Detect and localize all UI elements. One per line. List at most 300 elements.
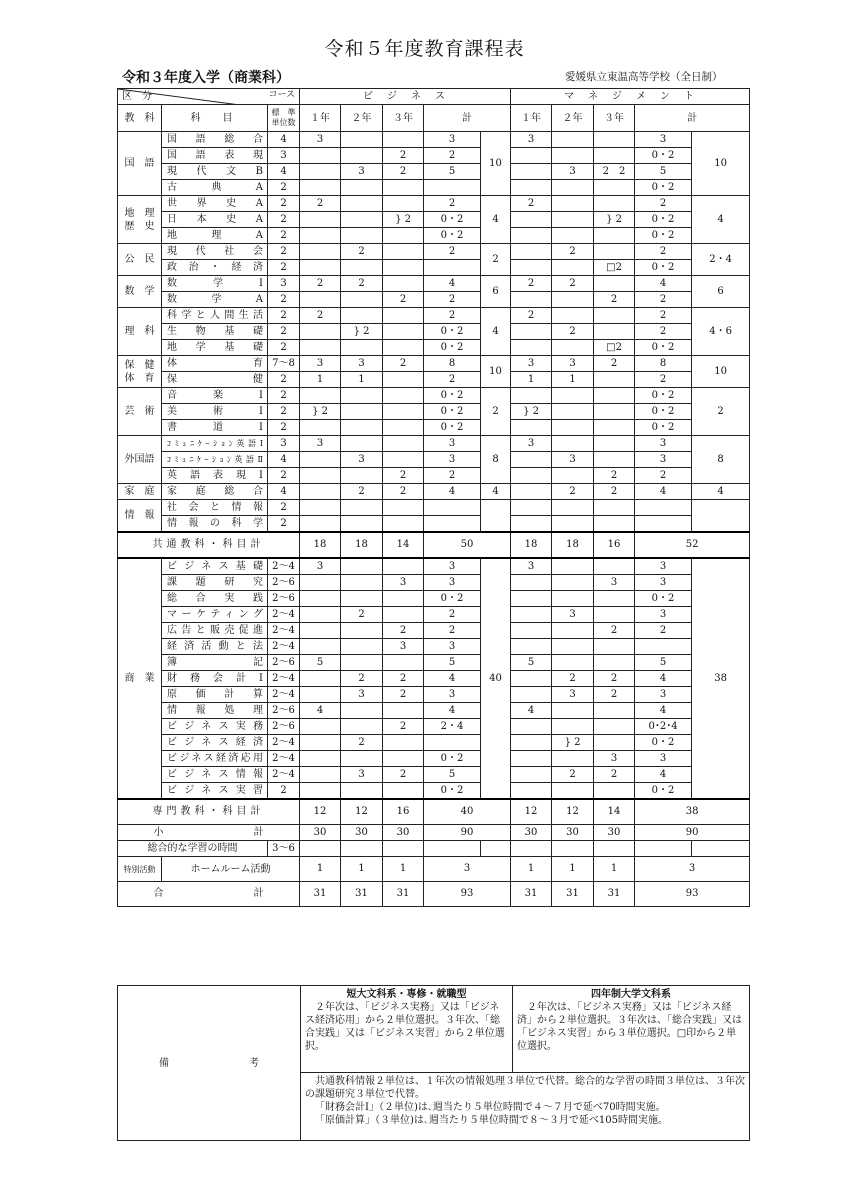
- common-total-row-bt: 50: [424, 532, 511, 558]
- table-row: [118, 292, 750, 308]
- subject-name: 数学Ⅰ: [162, 276, 268, 292]
- kyouka-header: 教 科: [118, 105, 162, 132]
- management-m1: [511, 468, 552, 484]
- table-row: [118, 436, 750, 452]
- management-m3: [594, 591, 635, 607]
- business-b2: [341, 420, 383, 436]
- business-bt: [424, 735, 481, 751]
- notes-col1: [301, 986, 513, 1073]
- business-bt: 2: [424, 308, 481, 324]
- business-b3: 2: [383, 719, 424, 735]
- business-group-total: 2: [481, 244, 511, 276]
- business-b1: 4: [300, 703, 341, 719]
- subject-name: 日本史A: [162, 212, 268, 228]
- management-m3: [594, 244, 635, 260]
- table-row: [118, 164, 750, 180]
- business-group-total: 10: [481, 132, 511, 196]
- subject-name: 国語表現: [162, 148, 268, 164]
- kyouka-cell: 商 業: [118, 558, 162, 799]
- business-bt: 4: [424, 484, 481, 500]
- empty-cell: [692, 841, 750, 857]
- table-row: [118, 751, 750, 767]
- business-b3: [383, 244, 424, 260]
- management-m1: 2: [511, 276, 552, 292]
- management-m2: 2: [552, 244, 594, 260]
- business-b1: [300, 607, 341, 623]
- business-bt: [424, 260, 481, 276]
- business-b3: [383, 324, 424, 340]
- business-b1: [300, 340, 341, 356]
- management-m3: 2: [594, 292, 635, 308]
- management-m3: [594, 703, 635, 719]
- business-bt: 5: [424, 655, 481, 671]
- empty-cell: [341, 841, 383, 857]
- business-b1: [300, 751, 341, 767]
- kyouka-cell: 国 語: [118, 132, 162, 196]
- business-bt: 0・2: [424, 783, 481, 800]
- management-m1: 2: [511, 308, 552, 324]
- business-bt: 5: [424, 767, 481, 783]
- senmon-total-row-label: 専門教科・科目計: [118, 799, 300, 825]
- management-m2: [552, 436, 594, 452]
- business-bt: [424, 180, 481, 196]
- business-bt: 3: [424, 132, 481, 148]
- business-group-total: 8: [481, 436, 511, 484]
- business-b3: [383, 372, 424, 388]
- std-units: 2〜4: [268, 558, 300, 575]
- management-mt: 4: [635, 671, 692, 687]
- table-row: [118, 558, 750, 575]
- business-b2: [341, 623, 383, 639]
- table-row: [118, 212, 750, 228]
- common-total-row-b3: 14: [383, 532, 424, 558]
- business-b1: [300, 420, 341, 436]
- goukei-b1: 31: [300, 882, 341, 907]
- table-row: [118, 388, 750, 404]
- management-m1: [511, 340, 552, 356]
- course-label: コース: [268, 90, 296, 100]
- std-units: 2: [268, 196, 300, 212]
- subject-name: 英語表現Ⅰ: [162, 468, 268, 484]
- business-group-total: 4: [481, 484, 511, 500]
- table-row: [118, 324, 750, 340]
- business-b2: [341, 516, 383, 533]
- business-b2: [341, 196, 383, 212]
- business-b3: [383, 420, 424, 436]
- shoukei-b2: 30: [341, 825, 383, 841]
- management-mt: [635, 639, 692, 655]
- common-total-row-m1: 18: [511, 532, 552, 558]
- business-b2: 3: [341, 164, 383, 180]
- subject-name: 現代文B: [162, 164, 268, 180]
- business-b3: [383, 735, 424, 751]
- business-bt: 0・2: [424, 228, 481, 244]
- business-group-total: 10: [481, 356, 511, 388]
- subject-name: 地学基礎: [162, 340, 268, 356]
- management-group-total: 2・4: [692, 244, 750, 276]
- business-b3: [383, 180, 424, 196]
- senmon-total-row-b3: 16: [383, 799, 424, 825]
- table-row: [118, 468, 750, 484]
- management-m1: [511, 639, 552, 655]
- notes-col1-title: 短大文科系・専修・就職型: [346, 989, 467, 1000]
- management-m2: 3: [552, 607, 594, 623]
- business-b2: 2: [341, 276, 383, 292]
- management-group-total: 4・6: [692, 308, 750, 356]
- business-b2: [341, 212, 383, 228]
- management-m2: [552, 196, 594, 212]
- table-row: [118, 516, 750, 533]
- management-mt: 2: [635, 372, 692, 388]
- management-mt: 5: [635, 655, 692, 671]
- business-b2: [341, 639, 383, 655]
- subject-name: ビジネス経済応用: [162, 751, 268, 767]
- business-b3: [383, 500, 424, 516]
- management-m1: [511, 260, 552, 276]
- tokkatsu-b2: 1: [341, 857, 383, 882]
- management-m2: [552, 591, 594, 607]
- notes-col2-text: ２年次は、「ビジネス実務」又は「ビジネス経済」から２単位選択。３年次は、「総合実践」又は「ビジネス実習」から３単位選択。□印から２単位選択。: [517, 1002, 742, 1052]
- business-b1: [300, 767, 341, 783]
- business-group-total: 2: [481, 388, 511, 436]
- management-m3: [594, 783, 635, 800]
- management-m1: 3: [511, 356, 552, 372]
- business-b1: [300, 228, 341, 244]
- management-mt: 0・2: [635, 180, 692, 196]
- notes-bottom-2: 「財務会計Ⅰ」（２単位)は､週当たり５単位時間で４〜７月で延べ70時間実施。: [315, 1102, 666, 1113]
- table-row: [118, 276, 750, 292]
- subject-name: 現代社会: [162, 244, 268, 260]
- notes-col2-title: 四年制大学文科系: [591, 989, 671, 1000]
- notes-bottom-3: 「原価計算」（３単位)は､週当たり５単位時間で８〜３月で延べ105時間実施。: [315, 1115, 668, 1126]
- subject-name: 音楽Ⅰ: [162, 388, 268, 404]
- business-b1: 2: [300, 196, 341, 212]
- management-m1: [511, 452, 552, 468]
- business-bt: 0・2: [424, 340, 481, 356]
- management-m3: [594, 180, 635, 196]
- tokkatsu-mt: 3: [635, 857, 750, 882]
- business-b3: 2: [383, 671, 424, 687]
- business-b1: [300, 783, 341, 800]
- management-m1: 3: [511, 436, 552, 452]
- subject-name: マーケティング: [162, 607, 268, 623]
- table-row: [118, 591, 750, 607]
- business-b3: [383, 655, 424, 671]
- business-b2: 3: [341, 452, 383, 468]
- std-units: 2〜4: [268, 687, 300, 703]
- std-units: 2〜6: [268, 655, 300, 671]
- business-b2: 2: [341, 735, 383, 751]
- management-mt: 2: [635, 324, 692, 340]
- notes-label: 備 考: [118, 986, 301, 1141]
- empty-cell: [300, 841, 341, 857]
- management-mt: 2: [635, 244, 692, 260]
- management-mt: 0・2: [635, 340, 692, 356]
- management-m1: [511, 607, 552, 623]
- business-b3: [383, 260, 424, 276]
- management-m1: [511, 516, 552, 533]
- kyouka-cell: 公 民: [118, 244, 162, 276]
- business-b1: 3: [300, 132, 341, 148]
- b-year1-header: １年: [300, 105, 341, 132]
- table-row: [118, 356, 750, 372]
- shoukei-mt: 90: [635, 825, 750, 841]
- kyouka-cell: 情 報: [118, 500, 162, 533]
- tokkatsu-m3: 1: [594, 857, 635, 882]
- business-b2: [341, 436, 383, 452]
- table-row: [118, 735, 750, 751]
- empty-cell: [635, 841, 692, 857]
- business-bt: 5: [424, 164, 481, 180]
- business-b1: [300, 484, 341, 500]
- management-m3: [594, 276, 635, 292]
- management-m1: [511, 324, 552, 340]
- table-row: [118, 719, 750, 735]
- senmon-total-row-m1: 12: [511, 799, 552, 825]
- management-m1: [511, 751, 552, 767]
- shoukei-bt: 90: [424, 825, 511, 841]
- management-m2: [552, 500, 594, 516]
- management-mt: 3: [635, 751, 692, 767]
- table-row: [118, 783, 750, 800]
- goukei-m3: 31: [594, 882, 635, 907]
- management-m2: [552, 558, 594, 575]
- subject-name: 経済活動と法: [162, 639, 268, 655]
- management-m3: [594, 436, 635, 452]
- management-m1: 2: [511, 196, 552, 212]
- business-b3: [383, 132, 424, 148]
- management-group-total: 10: [692, 132, 750, 196]
- shoukei-b3: 30: [383, 825, 424, 841]
- management-m2: [552, 132, 594, 148]
- empty-cell: [552, 841, 594, 857]
- management-group-total: 4: [692, 196, 750, 244]
- management-mt: 0・2: [635, 212, 692, 228]
- management-mt: 2: [635, 308, 692, 324]
- management-mt: 0・2: [635, 404, 692, 420]
- table-row: [118, 244, 750, 260]
- management-m2: 1: [552, 372, 594, 388]
- shoukei-label-a: 小: [153, 827, 164, 838]
- management-mt: 0・2: [635, 783, 692, 800]
- business-b1: [300, 292, 341, 308]
- tokkatsu-m1: 1: [511, 857, 552, 882]
- business-b1: [300, 735, 341, 751]
- b-year3-header: ３年: [383, 105, 424, 132]
- management-mt: 3: [635, 687, 692, 703]
- management-mt: 3: [635, 132, 692, 148]
- std-units: 2〜4: [268, 735, 300, 751]
- std-units: 2: [268, 228, 300, 244]
- business-b3: 2: [383, 292, 424, 308]
- kyouka-cell: 数 学: [118, 276, 162, 308]
- business-group-total: 6: [481, 276, 511, 308]
- business-b2: 2: [341, 671, 383, 687]
- management-m1: [511, 671, 552, 687]
- std-units: 4: [268, 132, 300, 148]
- kyouka-cell: 地 理 歴 史: [118, 196, 162, 244]
- management-m2: [552, 420, 594, 436]
- management-m2: [552, 575, 594, 591]
- shoukei-m1: 30: [511, 825, 552, 841]
- business-b2: 1: [341, 372, 383, 388]
- tokkatsu-bt: 3: [424, 857, 511, 882]
- business-b2: [341, 468, 383, 484]
- business-bt: 2: [424, 372, 481, 388]
- business-b3: [383, 388, 424, 404]
- business-b2: [341, 308, 383, 324]
- management-group-total: 6: [692, 276, 750, 308]
- business-b1: 3: [300, 558, 341, 575]
- business-b1: [300, 244, 341, 260]
- business-b2: 2: [341, 244, 383, 260]
- senmon-total-row-mt: 38: [635, 799, 750, 825]
- business-b3: [383, 340, 424, 356]
- management-mt: 0･2･4: [635, 719, 692, 735]
- management-mt: 0・2: [635, 148, 692, 164]
- business-b1: [300, 260, 341, 276]
- management-mt: 4: [635, 484, 692, 500]
- business-bt: 4: [424, 276, 481, 292]
- business-b3: [383, 452, 424, 468]
- subject-name: 地理A: [162, 228, 268, 244]
- management-mt: 4: [635, 767, 692, 783]
- management-m3: 2: [594, 687, 635, 703]
- header-corner: [118, 89, 300, 105]
- business-b2: [341, 703, 383, 719]
- std-units: 2: [268, 516, 300, 533]
- business-b3: [383, 308, 424, 324]
- table-row: [118, 196, 750, 212]
- management-m3: [594, 420, 635, 436]
- subject-name: 課題研究: [162, 575, 268, 591]
- std-units: 2〜6: [268, 591, 300, 607]
- business-b2: [341, 292, 383, 308]
- management-m2: [552, 260, 594, 276]
- std-units: 3: [268, 436, 300, 452]
- management-m1: 1: [511, 372, 552, 388]
- m-year2-header: ２年: [552, 105, 594, 132]
- management-m3: 2: [594, 468, 635, 484]
- notes-col2: [513, 986, 750, 1073]
- std-units: 2: [268, 260, 300, 276]
- management-m3: [594, 655, 635, 671]
- business-b3: 3: [383, 639, 424, 655]
- business-b1: [300, 639, 341, 655]
- subject-name: 総合実践: [162, 591, 268, 607]
- management-m3: [594, 132, 635, 148]
- business-b2: [341, 260, 383, 276]
- management-m1: [511, 164, 552, 180]
- management-m2: [552, 308, 594, 324]
- table-row: [118, 623, 750, 639]
- subject-name: 家庭総合: [162, 484, 268, 500]
- management-m2: [552, 388, 594, 404]
- management-m1: [511, 591, 552, 607]
- business-b2: [341, 340, 383, 356]
- business-b2: [341, 388, 383, 404]
- subject-name: 生物基礎: [162, 324, 268, 340]
- management-group-total: 38: [692, 558, 750, 799]
- business-b1: 3: [300, 436, 341, 452]
- subject-name: 世界史A: [162, 196, 268, 212]
- business-b1: [300, 575, 341, 591]
- management-mt: 8: [635, 356, 692, 372]
- goukei-label: [118, 882, 300, 907]
- std-units: 2〜4: [268, 623, 300, 639]
- management-m3: [594, 404, 635, 420]
- business-bt: 3: [424, 575, 481, 591]
- sougou-row: [118, 841, 750, 857]
- business-b3: [383, 196, 424, 212]
- table-row: [118, 452, 750, 468]
- senmon-total-row-bt: 40: [424, 799, 511, 825]
- goukei-m2: 31: [552, 882, 594, 907]
- notes-table: [117, 985, 750, 1141]
- management-m2: [552, 623, 594, 639]
- management-m2: [552, 703, 594, 719]
- common-total-row-mt: 52: [635, 532, 750, 558]
- business-b3: [383, 228, 424, 244]
- table-row: [118, 228, 750, 244]
- business-b2: [341, 148, 383, 164]
- business-bt: [424, 516, 481, 533]
- management-m2: 3: [552, 356, 594, 372]
- tokkatsu-label-b: ホームルーム活動: [162, 857, 300, 882]
- senmon-total-row: [118, 799, 750, 825]
- management-m2: [552, 468, 594, 484]
- business-b1: 1: [300, 372, 341, 388]
- table-row: [118, 671, 750, 687]
- subject-name: 情報の科学: [162, 516, 268, 533]
- management-m3: [594, 452, 635, 468]
- business-b1: } 2: [300, 404, 341, 420]
- business-b1: 5: [300, 655, 341, 671]
- empty-cell: [511, 841, 552, 857]
- common-total-row-m2: 18: [552, 532, 594, 558]
- management-m3: [594, 388, 635, 404]
- management-mt: 3: [635, 436, 692, 452]
- std-units: 2〜4: [268, 767, 300, 783]
- business-bt: 4: [424, 703, 481, 719]
- management-mt: 0・2: [635, 735, 692, 751]
- management-m1: 4: [511, 703, 552, 719]
- management-group-total: 10: [692, 356, 750, 388]
- goukei-b2: 31: [341, 882, 383, 907]
- business-bt: 0・2: [424, 751, 481, 767]
- business-b2: 2: [341, 607, 383, 623]
- business-b3: } 2: [383, 212, 424, 228]
- table-row: [118, 484, 750, 500]
- business-bt: 2: [424, 196, 481, 212]
- table-row: [118, 420, 750, 436]
- business-b1: [300, 212, 341, 228]
- business-b2: [341, 404, 383, 420]
- business-b2: } 2: [341, 324, 383, 340]
- management-mt: 3: [635, 575, 692, 591]
- business-b3: [383, 436, 424, 452]
- management-m1: [511, 212, 552, 228]
- business-bt: 0・2: [424, 591, 481, 607]
- management-mt: 0・2: [635, 228, 692, 244]
- management-m2: [552, 751, 594, 767]
- business-bt: 2: [424, 292, 481, 308]
- business-bt: 2・4: [424, 719, 481, 735]
- kyouka-cell: 家 庭: [118, 484, 162, 500]
- subject-name: 財務会計Ⅰ: [162, 671, 268, 687]
- business-b3: 2: [383, 468, 424, 484]
- management-m1: 3: [511, 132, 552, 148]
